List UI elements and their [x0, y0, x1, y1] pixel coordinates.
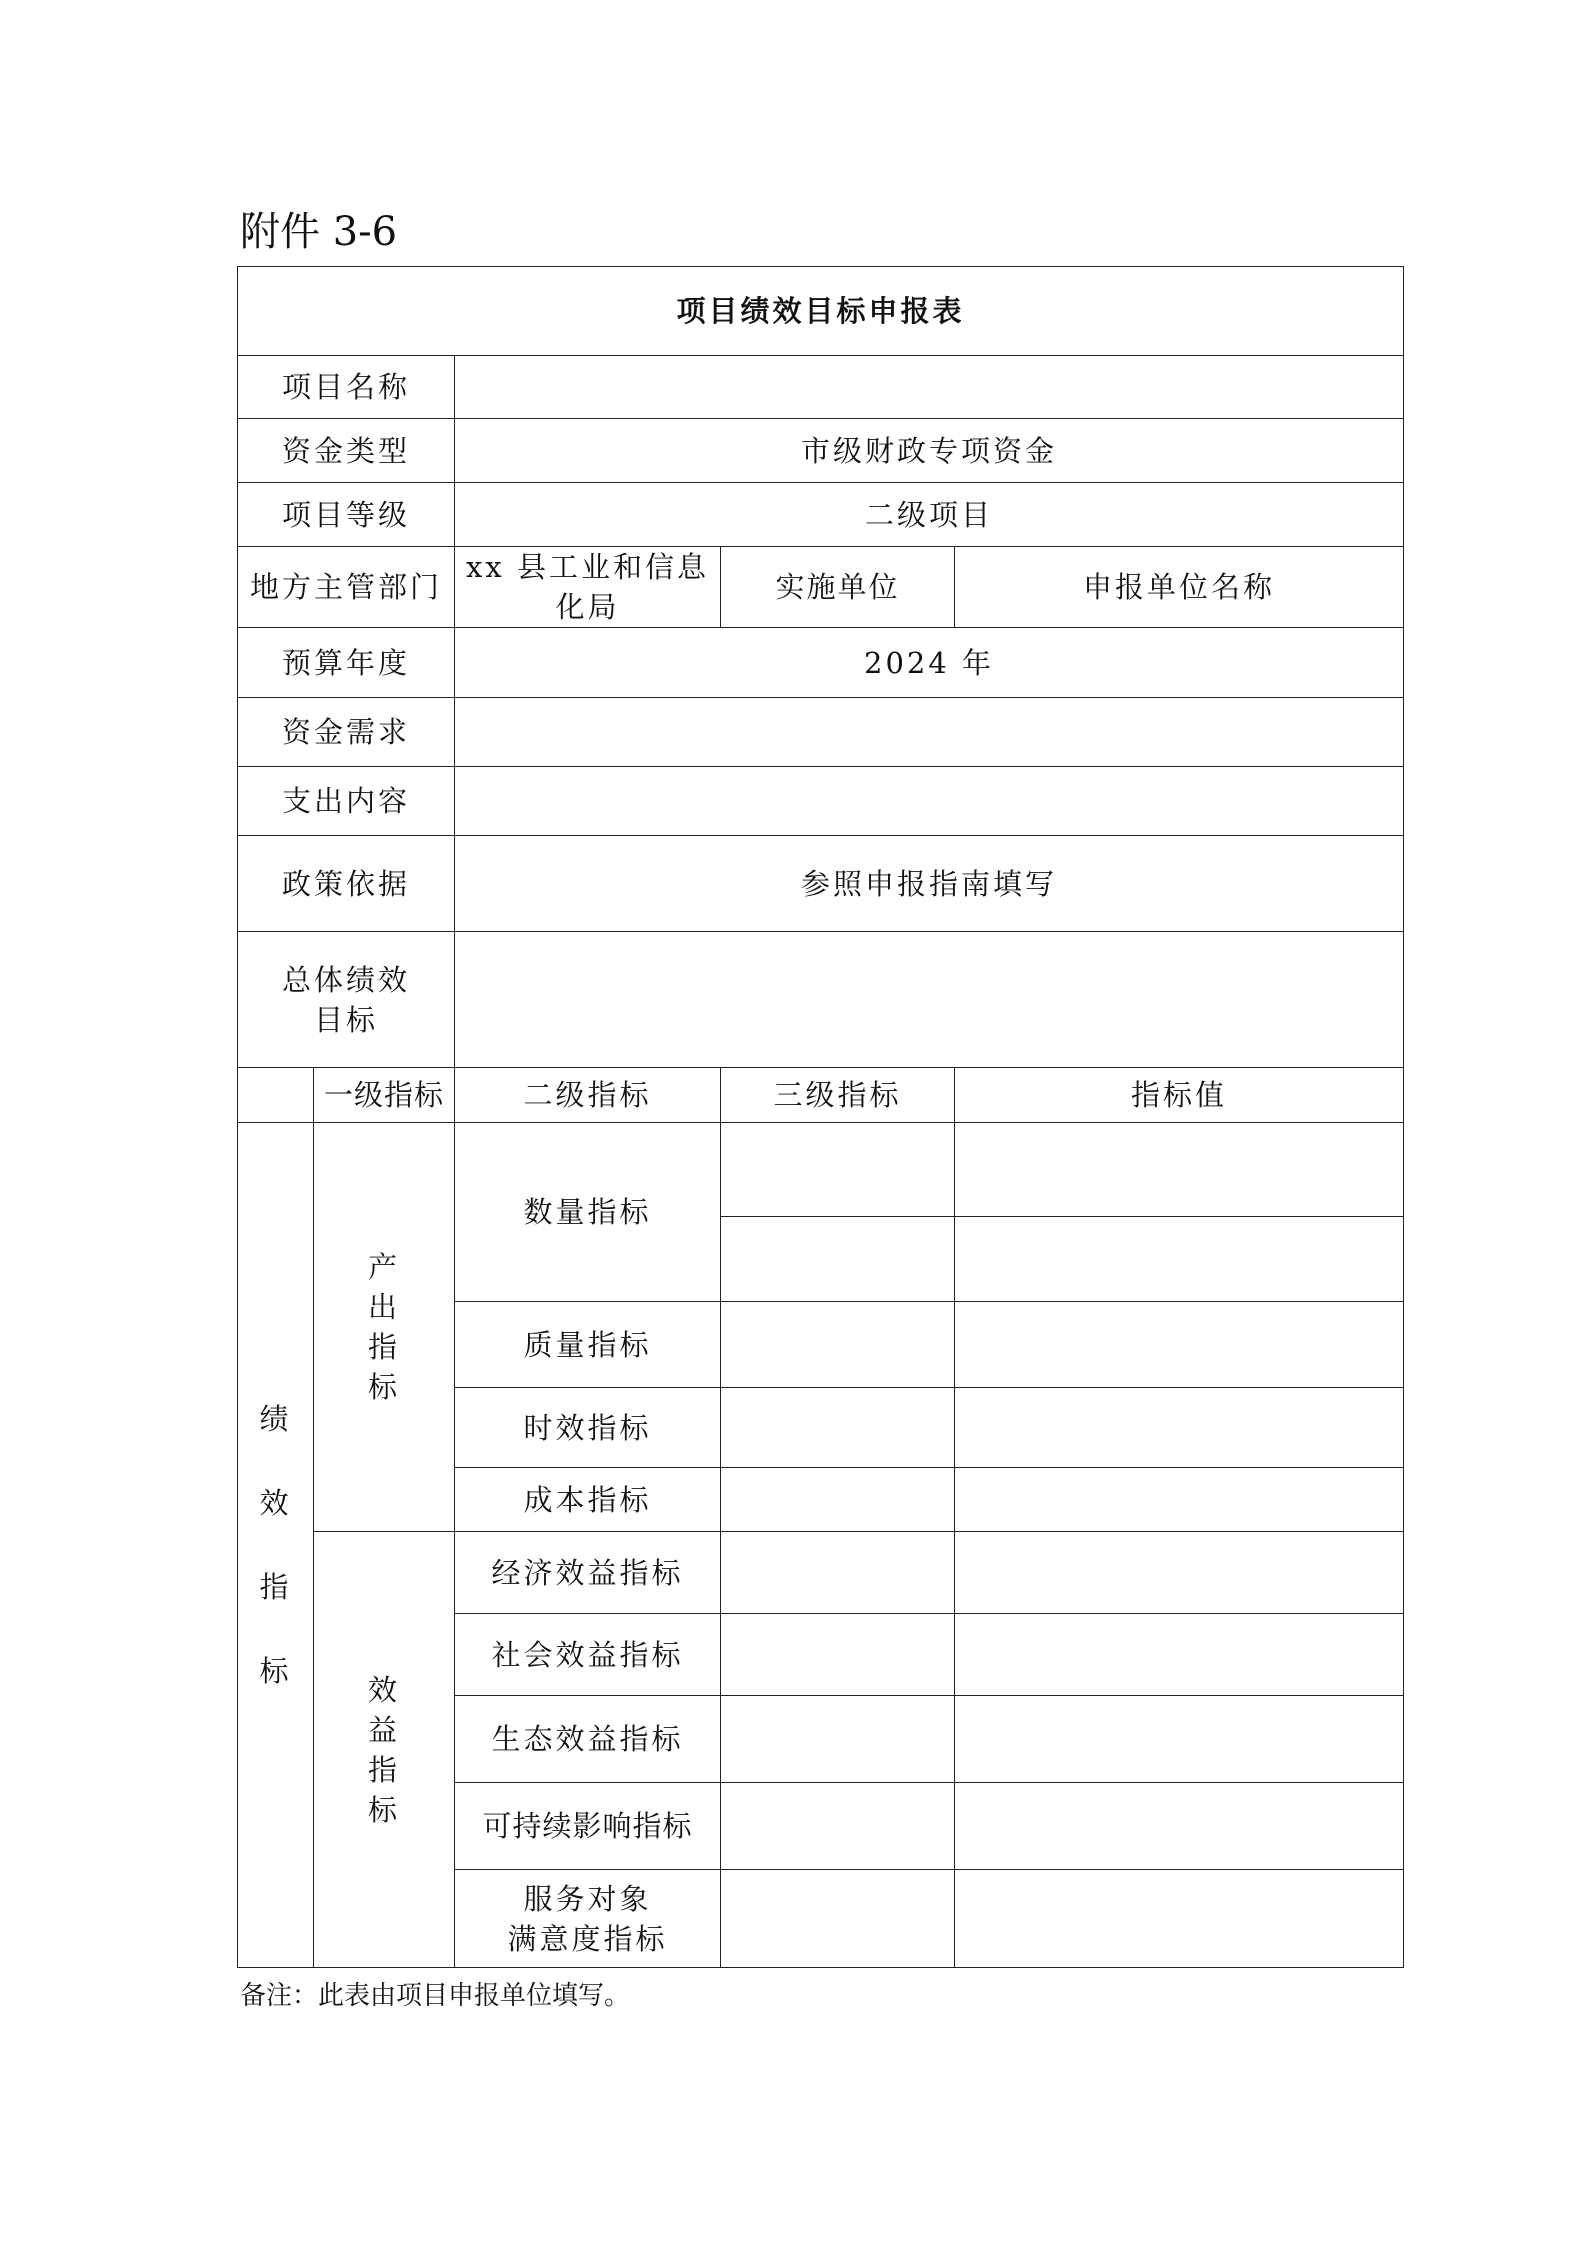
- ecological-level3-cell[interactable]: [721, 1696, 955, 1783]
- benefit-char-2: 益: [367, 1712, 400, 1747]
- economic-level3-cell[interactable]: [721, 1532, 955, 1614]
- sustainability-level3-cell[interactable]: [721, 1783, 955, 1870]
- header-level2: 二级指标: [455, 1068, 721, 1123]
- output-char-3: 指: [367, 1330, 400, 1364]
- impl-unit-label: 实施单位: [721, 547, 955, 628]
- fund-need-label: 资金需求: [238, 698, 455, 767]
- budget-year-label: 预算年度: [238, 628, 455, 698]
- economic-value-cell[interactable]: [955, 1532, 1404, 1614]
- social-level3-cell[interactable]: [721, 1614, 955, 1696]
- output-char-2: 出: [367, 1290, 400, 1324]
- performance-goal-form: [237, 266, 1404, 1968]
- project-level-label: 项目等级: [238, 483, 455, 547]
- service-level3-cell[interactable]: [721, 1870, 955, 1968]
- output-char-1: 产: [367, 1250, 400, 1284]
- policy-label: 政策依据: [238, 836, 455, 932]
- quality-indicator: 质量指标: [455, 1302, 721, 1388]
- timeliness-level3-cell[interactable]: [721, 1388, 955, 1468]
- impl-unit-field[interactable]: 申报单位名称: [955, 547, 1404, 628]
- fund-type-label: 资金类型: [238, 419, 455, 483]
- social-benefit-indicator: 社会效益指标: [455, 1614, 721, 1696]
- header-level3: 三级指标: [721, 1068, 955, 1123]
- quantity-level3-cell-1[interactable]: [721, 1123, 955, 1217]
- ecological-benefit-indicator: 生态效益指标: [455, 1696, 721, 1783]
- budget-year-field[interactable]: 2024 年: [455, 628, 1404, 698]
- project-name-field[interactable]: [455, 356, 1404, 419]
- perf-char-2: 效: [259, 1486, 292, 1520]
- project-name-label: 项目名称: [238, 356, 455, 419]
- header-value: 指标值: [955, 1068, 1404, 1123]
- fund-type-field[interactable]: 市级财政专项资金: [455, 419, 1404, 483]
- header-level1: 一级指标: [314, 1068, 455, 1123]
- benefit-indicator-label: [314, 1532, 455, 1968]
- output-indicator-label: [314, 1123, 455, 1532]
- timeliness-value-cell[interactable]: [955, 1388, 1404, 1468]
- cost-value-cell[interactable]: [955, 1468, 1404, 1532]
- expense-label: 支出内容: [238, 767, 455, 836]
- header-blank: [238, 1068, 314, 1123]
- service-satisfaction-indicator: [455, 1870, 721, 1968]
- policy-field[interactable]: 参照申报指南填写: [455, 836, 1404, 932]
- quality-value-cell[interactable]: [955, 1302, 1404, 1388]
- overall-goal-label: [238, 932, 455, 1068]
- benefit-char-3: 指: [367, 1752, 400, 1787]
- expense-field[interactable]: [455, 767, 1404, 836]
- service-value-cell[interactable]: [955, 1870, 1404, 1968]
- benefit-char-1: 效: [367, 1672, 400, 1707]
- overall-goal-label-line1: 总体绩效: [281, 962, 410, 997]
- quantity-value-cell-1[interactable]: [955, 1123, 1404, 1217]
- project-level-field[interactable]: 二级项目: [455, 483, 1404, 547]
- overall-goal-label-line2: 目标: [313, 1002, 378, 1037]
- service-satisfaction-line1: 服务对象: [523, 1881, 652, 1916]
- output-char-4: 标: [367, 1370, 400, 1404]
- sustainability-indicator: 可持续影响指标: [455, 1783, 721, 1870]
- cost-level3-cell[interactable]: [721, 1468, 955, 1532]
- dept-field[interactable]: xx 县工业和信息化局: [455, 547, 721, 628]
- attachment-label: 附件 3-6: [240, 209, 398, 255]
- service-satisfaction-line2: 满意度指标: [507, 1921, 668, 1956]
- perf-indicator-label: [238, 1123, 314, 1968]
- perf-char-4: 标: [259, 1654, 292, 1688]
- quality-level3-cell[interactable]: [721, 1302, 955, 1388]
- benefit-char-4: 标: [367, 1792, 400, 1827]
- economic-benefit-indicator: 经济效益指标: [455, 1532, 721, 1614]
- footnote: 备注：此表由项目申报单位填写。: [240, 1981, 631, 2011]
- quantity-value-cell-2[interactable]: [955, 1217, 1404, 1302]
- dept-label: 地方主管部门: [238, 547, 455, 628]
- timeliness-indicator: 时效指标: [455, 1388, 721, 1468]
- social-value-cell[interactable]: [955, 1614, 1404, 1696]
- form-title: 项目绩效目标申报表: [238, 267, 1404, 356]
- quantity-level3-cell-2[interactable]: [721, 1217, 955, 1302]
- cost-indicator: 成本指标: [455, 1468, 721, 1532]
- perf-char-3: 指: [259, 1570, 292, 1604]
- sustainability-value-cell[interactable]: [955, 1783, 1404, 1870]
- fund-need-field[interactable]: [455, 698, 1404, 767]
- overall-goal-field[interactable]: [455, 932, 1404, 1068]
- quantity-indicator: 数量指标: [455, 1123, 721, 1302]
- ecological-value-cell[interactable]: [955, 1696, 1404, 1783]
- perf-char-1: 绩: [259, 1402, 292, 1436]
